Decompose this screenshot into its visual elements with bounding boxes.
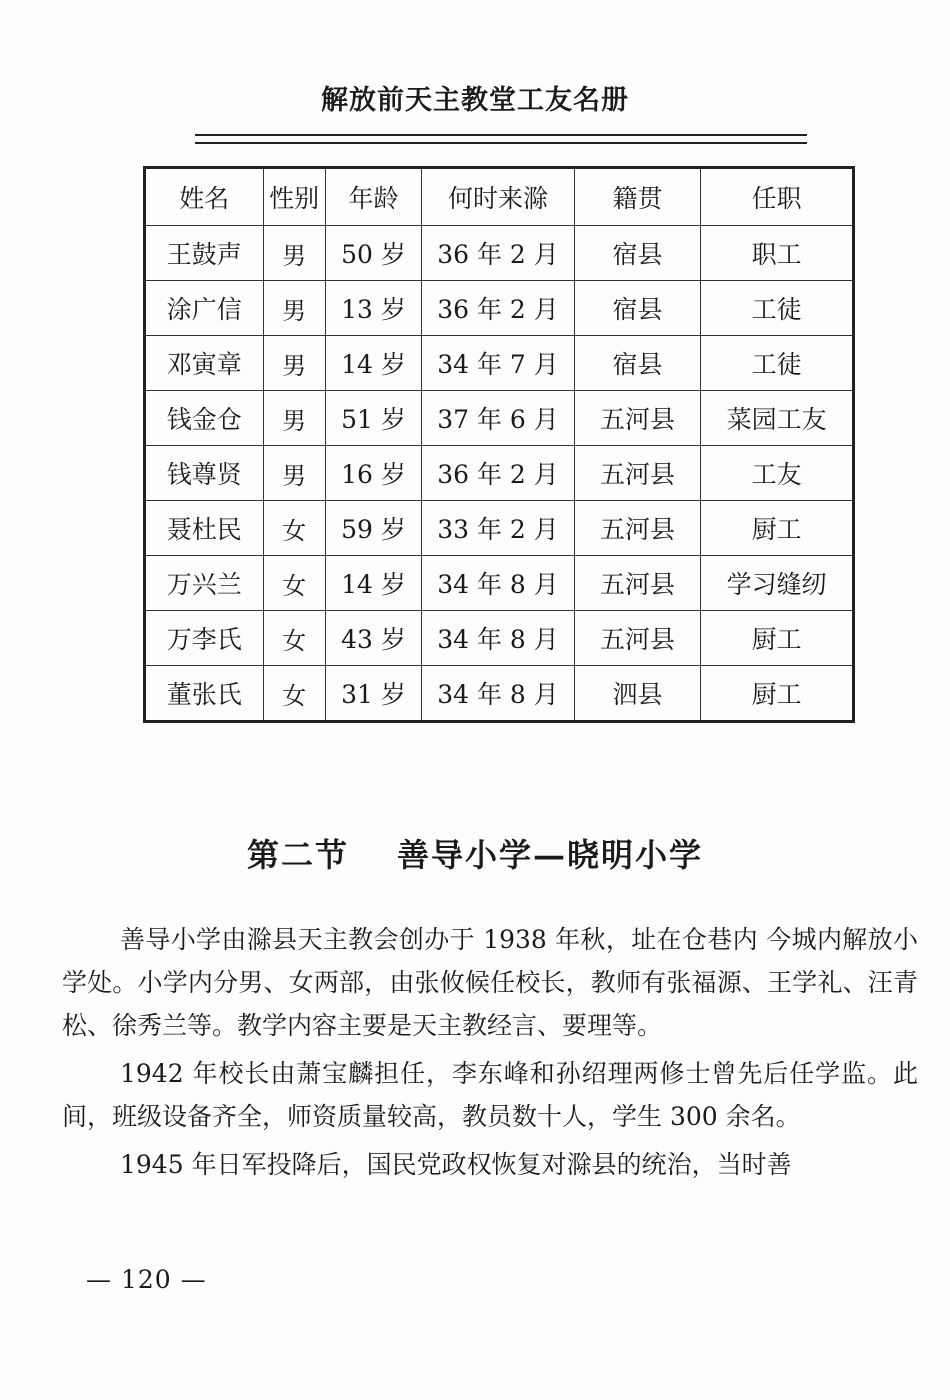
header-arrival: 何时来滁 — [422, 168, 575, 226]
cell-age: 50 岁 — [325, 226, 421, 281]
cell-name: 聂杜民 — [145, 501, 264, 556]
cell-age: 51 岁 — [325, 391, 421, 446]
cell-native-place: 宿县 — [574, 336, 701, 391]
paragraph: 1942 年校长由萧宝麟担任，李东峰和孙绍理两修士曾先后任学监。此间，班级设备齐全，师资质量较高，教员数十人，学生 300 余名。 — [62, 1059, 918, 1131]
paragraph: 善导小学由滁县天主教会创办于 1938 年秋，址在仓巷内 今城内解放小学处。小学内分男、女两部，由张攸候任校长，教师有张福源、王学礼、汪青松、徐秀兰等。教学内容主要是天主教经言、要理等。 — [62, 925, 918, 1040]
table-row — [145, 611, 854, 666]
table-row — [145, 501, 854, 556]
table-row — [145, 391, 854, 446]
cell-position: 菜园工友 — [701, 391, 854, 446]
worker-roster-table — [143, 166, 855, 723]
cell-name: 万兴兰 — [145, 556, 264, 611]
cell-arrival: 36 年 2 月 — [422, 281, 575, 336]
cell-native-place: 五河县 — [574, 446, 701, 501]
cell-name: 钱尊贤 — [145, 446, 264, 501]
table-header-row — [145, 168, 854, 226]
cell-arrival: 36 年 2 月 — [422, 446, 575, 501]
header-native-place: 籍贯 — [574, 168, 701, 226]
cell-native-place: 五河县 — [574, 556, 701, 611]
page-title: 解放前天主教堂工友名册 — [321, 85, 629, 116]
title-double-rule — [195, 134, 807, 144]
cell-sex: 女 — [263, 556, 325, 611]
cell-native-place: 泗县 — [574, 666, 701, 722]
cell-position: 学习缝纫 — [701, 556, 854, 611]
cell-arrival: 36 年 2 月 — [422, 226, 575, 281]
cell-sex: 男 — [263, 391, 325, 446]
cell-position: 厨工 — [701, 501, 854, 556]
cell-sex: 男 — [263, 446, 325, 501]
cell-native-place: 宿县 — [574, 281, 701, 336]
cell-arrival: 34 年 8 月 — [422, 556, 575, 611]
cell-sex: 女 — [263, 501, 325, 556]
section-title: 善导小学—晓明小学 — [397, 836, 704, 874]
cell-arrival: 37 年 6 月 — [422, 391, 575, 446]
table-row — [145, 281, 854, 336]
cell-name: 董张氏 — [145, 666, 264, 722]
cell-age: 13 岁 — [325, 281, 421, 336]
section-number: 第二节 — [246, 836, 349, 874]
cell-name: 万李氏 — [145, 611, 264, 666]
header-position: 任职 — [701, 168, 854, 226]
cell-position: 工徒 — [701, 336, 854, 391]
cell-arrival: 34 年 8 月 — [422, 611, 575, 666]
cell-native-place: 宿县 — [574, 226, 701, 281]
header-sex: 性别 — [263, 168, 325, 226]
cell-arrival: 33 年 2 月 — [422, 501, 575, 556]
cell-name: 涂广信 — [145, 281, 264, 336]
cell-arrival: 34 年 8 月 — [422, 666, 575, 722]
cell-position: 工徒 — [701, 281, 854, 336]
cell-age: 16 岁 — [325, 446, 421, 501]
table-row — [145, 556, 854, 611]
cell-native-place: 五河县 — [574, 501, 701, 556]
cell-name: 王鼓声 — [145, 226, 264, 281]
table-row — [145, 446, 854, 501]
header-age: 年龄 — [325, 168, 421, 226]
body-text — [62, 918, 918, 1191]
cell-sex: 男 — [263, 226, 325, 281]
cell-age: 14 岁 — [325, 556, 421, 611]
table-row — [145, 666, 854, 722]
table-row — [145, 226, 854, 281]
cell-position: 厨工 — [701, 666, 854, 722]
cell-sex: 男 — [263, 281, 325, 336]
cell-age: 14 岁 — [325, 336, 421, 391]
cell-name: 邓寅章 — [145, 336, 264, 391]
section-heading — [0, 830, 950, 876]
cell-position: 工友 — [701, 446, 854, 501]
cell-arrival: 34 年 7 月 — [422, 336, 575, 391]
table-row — [145, 336, 854, 391]
cell-age: 31 岁 — [325, 666, 421, 722]
cell-sex: 女 — [263, 666, 325, 722]
cell-age: 43 岁 — [325, 611, 421, 666]
paragraph: 1945 年日军投降后，国民党政权恢复对滁县的统治，当时善 — [120, 1150, 792, 1179]
cell-position: 厨工 — [701, 611, 854, 666]
cell-native-place: 五河县 — [574, 611, 701, 666]
cell-name: 钱金仓 — [145, 391, 264, 446]
cell-sex: 女 — [263, 611, 325, 666]
header-name: 姓名 — [145, 168, 264, 226]
cell-sex: 男 — [263, 336, 325, 391]
cell-position: 职工 — [701, 226, 854, 281]
cell-age: 59 岁 — [325, 501, 421, 556]
cell-native-place: 五河县 — [574, 391, 701, 446]
page-number: — 120 — — [86, 1265, 207, 1294]
